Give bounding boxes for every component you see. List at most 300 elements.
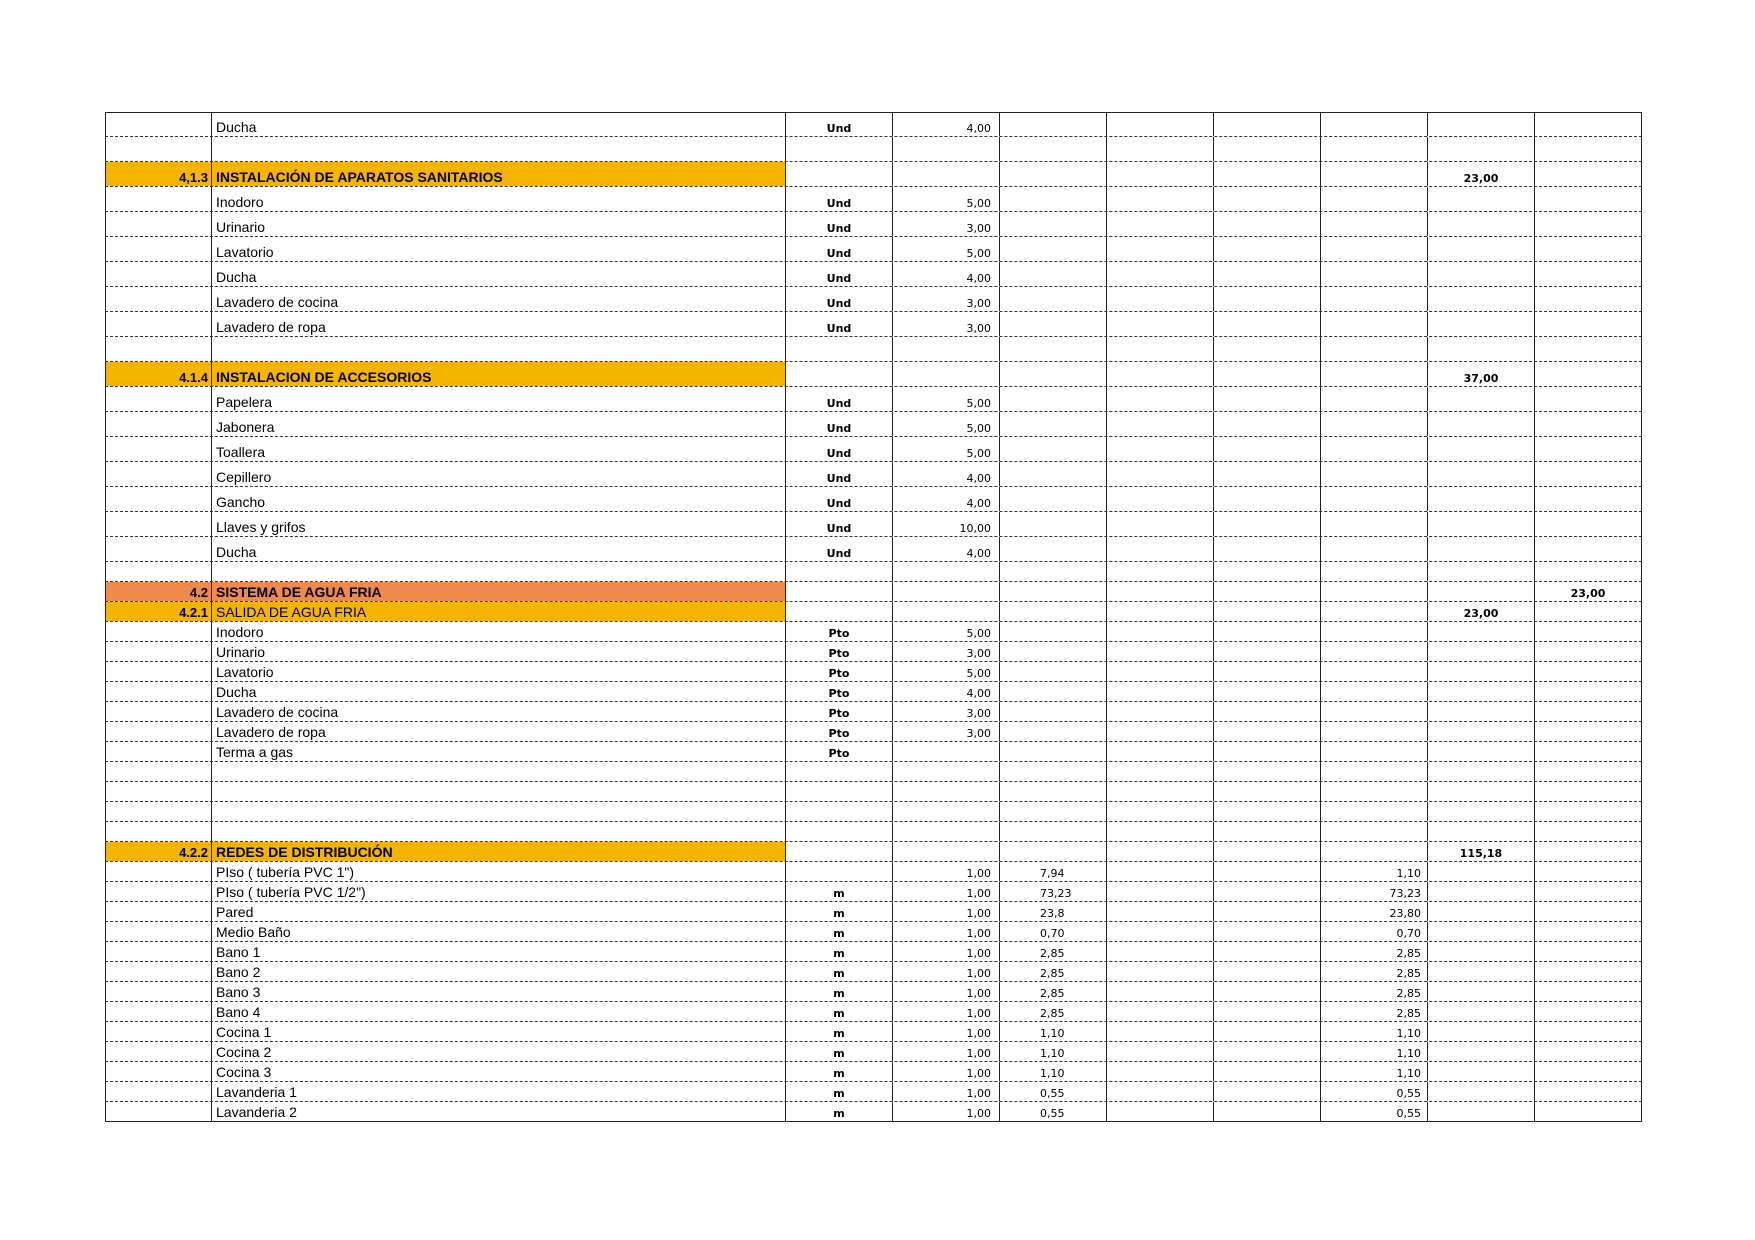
partial-cell[interactable] [1321,702,1428,721]
total-cell[interactable] [1535,237,1642,261]
partial-cell[interactable] [1321,113,1428,136]
unit-cell[interactable]: m [786,1062,893,1081]
height-cell[interactable] [1214,602,1321,621]
quantity-cell[interactable]: 4,00 [893,262,1000,286]
subtotal-cell[interactable] [1428,942,1535,961]
description-cell[interactable]: Cocina 3 [212,1062,786,1081]
length-cell[interactable] [1000,842,1107,861]
item-code-cell[interactable] [105,487,212,511]
unit-cell[interactable]: m [786,922,893,941]
quantity-cell[interactable] [893,762,1000,781]
partial-cell[interactable] [1321,137,1428,161]
length-cell[interactable] [1000,622,1107,641]
width-cell[interactable] [1107,662,1214,681]
unit-cell[interactable]: m [786,902,893,921]
length-cell[interactable] [1000,437,1107,461]
height-cell[interactable] [1214,702,1321,721]
height-cell[interactable] [1214,562,1321,581]
height-cell[interactable] [1214,642,1321,661]
width-cell[interactable] [1107,562,1214,581]
description-cell[interactable]: Ducha [212,113,786,136]
subtotal-cell[interactable] [1428,622,1535,641]
height-cell[interactable] [1214,412,1321,436]
quantity-cell[interactable]: 10,00 [893,512,1000,536]
partial-cell[interactable] [1321,237,1428,261]
partial-cell[interactable] [1321,337,1428,361]
unit-cell[interactable]: Und [786,537,893,561]
subtotal-cell[interactable] [1428,642,1535,661]
unit-cell[interactable]: m [786,942,893,961]
subtotal-cell[interactable] [1428,113,1535,136]
width-cell[interactable] [1107,412,1214,436]
length-cell[interactable]: 2,85 [1000,962,1107,981]
unit-cell[interactable] [786,337,893,361]
quantity-cell[interactable]: 5,00 [893,412,1000,436]
width-cell[interactable] [1107,462,1214,486]
total-cell[interactable] [1535,1062,1642,1081]
item-code-cell[interactable] [105,782,212,801]
partial-cell[interactable]: 1,10 [1321,862,1428,881]
width-cell[interactable] [1107,1102,1214,1121]
total-cell[interactable] [1535,982,1642,1001]
description-cell[interactable]: Cocina 2 [212,1042,786,1061]
length-cell[interactable] [1000,782,1107,801]
length-cell[interactable]: 0,55 [1000,1082,1107,1101]
length-cell[interactable] [1000,642,1107,661]
unit-cell[interactable] [786,362,893,386]
quantity-cell[interactable]: 4,00 [893,113,1000,136]
length-cell[interactable] [1000,312,1107,336]
unit-cell[interactable]: Und [786,412,893,436]
total-cell[interactable] [1535,187,1642,211]
quantity-cell[interactable]: 1,00 [893,862,1000,881]
height-cell[interactable] [1214,387,1321,411]
unit-cell[interactable] [786,562,893,581]
width-cell[interactable] [1107,902,1214,921]
length-cell[interactable] [1000,582,1107,601]
quantity-cell[interactable]: 1,00 [893,942,1000,961]
unit-cell[interactable]: m [786,962,893,981]
quantity-cell[interactable]: 1,00 [893,1062,1000,1081]
height-cell[interactable] [1214,842,1321,861]
subtotal-cell[interactable] [1428,902,1535,921]
total-cell[interactable] [1535,822,1642,841]
partial-cell[interactable]: 73,23 [1321,882,1428,901]
unit-cell[interactable]: Pto [786,662,893,681]
partial-cell[interactable] [1321,682,1428,701]
length-cell[interactable] [1000,212,1107,236]
subtotal-cell[interactable] [1428,387,1535,411]
partial-cell[interactable] [1321,262,1428,286]
item-code-cell[interactable] [105,822,212,841]
length-cell[interactable]: 1,10 [1000,1022,1107,1041]
total-cell[interactable] [1535,337,1642,361]
height-cell[interactable] [1214,662,1321,681]
subtotal-cell[interactable] [1428,487,1535,511]
description-cell[interactable]: Urinario [212,642,786,661]
width-cell[interactable] [1107,782,1214,801]
height-cell[interactable] [1214,237,1321,261]
subtotal-cell[interactable] [1428,722,1535,741]
partial-cell[interactable] [1321,187,1428,211]
height-cell[interactable] [1214,622,1321,641]
description-cell[interactable]: Ducha [212,682,786,701]
height-cell[interactable] [1214,982,1321,1001]
total-cell[interactable] [1535,137,1642,161]
item-code-cell[interactable] [105,462,212,486]
subtotal-cell[interactable] [1428,782,1535,801]
partial-cell[interactable]: 2,85 [1321,982,1428,1001]
unit-cell[interactable]: m [786,982,893,1001]
item-code-cell[interactable] [105,1002,212,1021]
height-cell[interactable] [1214,287,1321,311]
subtotal-cell[interactable] [1428,237,1535,261]
length-cell[interactable] [1000,562,1107,581]
description-cell[interactable]: Lavadero de cocina [212,702,786,721]
total-cell[interactable] [1535,162,1642,186]
total-cell[interactable] [1535,902,1642,921]
width-cell[interactable] [1107,722,1214,741]
total-cell[interactable] [1535,662,1642,681]
unit-cell[interactable]: Und [786,262,893,286]
total-cell[interactable] [1535,682,1642,701]
width-cell[interactable] [1107,762,1214,781]
partial-cell[interactable] [1321,822,1428,841]
quantity-cell[interactable] [893,842,1000,861]
subtotal-cell[interactable] [1428,212,1535,236]
total-cell[interactable] [1535,1002,1642,1021]
description-cell[interactable]: Terma a gas [212,742,786,761]
subtotal-cell[interactable] [1428,412,1535,436]
partial-cell[interactable]: 2,85 [1321,942,1428,961]
partial-cell[interactable] [1321,582,1428,601]
unit-cell[interactable]: m [786,1022,893,1041]
width-cell[interactable] [1107,212,1214,236]
total-cell[interactable] [1535,622,1642,641]
item-code-cell[interactable] [105,922,212,941]
width-cell[interactable] [1107,1002,1214,1021]
quantity-cell[interactable] [893,362,1000,386]
height-cell[interactable] [1214,262,1321,286]
partial-cell[interactable] [1321,287,1428,311]
quantity-cell[interactable]: 4,00 [893,682,1000,701]
total-cell[interactable] [1535,113,1642,136]
description-cell[interactable] [212,562,786,581]
width-cell[interactable] [1107,882,1214,901]
height-cell[interactable] [1214,362,1321,386]
item-code-cell[interactable] [105,882,212,901]
total-cell[interactable] [1535,387,1642,411]
quantity-cell[interactable]: 4,00 [893,487,1000,511]
subtotal-cell[interactable] [1428,137,1535,161]
subtotal-cell[interactable] [1428,682,1535,701]
unit-cell[interactable]: m [786,1042,893,1061]
total-cell[interactable] [1535,702,1642,721]
partial-cell[interactable]: 0,70 [1321,922,1428,941]
length-cell[interactable]: 73,23 [1000,882,1107,901]
description-cell[interactable]: Lavadero de cocina [212,287,786,311]
total-cell[interactable] [1535,642,1642,661]
subtotal-cell[interactable]: 37,00 [1428,362,1535,386]
length-cell[interactable] [1000,412,1107,436]
item-code-cell[interactable] [105,1062,212,1081]
total-cell[interactable] [1535,1082,1642,1101]
length-cell[interactable] [1000,262,1107,286]
description-cell[interactable]: Ducha [212,262,786,286]
description-cell[interactable]: SISTEMA DE AGUA FRIA [212,582,786,601]
quantity-cell[interactable]: 3,00 [893,312,1000,336]
unit-cell[interactable]: Und [786,487,893,511]
quantity-cell[interactable]: 5,00 [893,662,1000,681]
width-cell[interactable] [1107,682,1214,701]
partial-cell[interactable] [1321,762,1428,781]
unit-cell[interactable]: Und [786,187,893,211]
total-cell[interactable] [1535,1042,1642,1061]
unit-cell[interactable]: m [786,1102,893,1121]
quantity-cell[interactable]: 3,00 [893,702,1000,721]
item-code-cell[interactable] [105,682,212,701]
length-cell[interactable] [1000,512,1107,536]
total-cell[interactable] [1535,722,1642,741]
partial-cell[interactable]: 2,85 [1321,1002,1428,1021]
item-code-cell[interactable] [105,702,212,721]
length-cell[interactable] [1000,237,1107,261]
width-cell[interactable] [1107,802,1214,821]
width-cell[interactable] [1107,237,1214,261]
unit-cell[interactable]: Pto [786,722,893,741]
partial-cell[interactable] [1321,412,1428,436]
length-cell[interactable] [1000,287,1107,311]
description-cell[interactable]: INSTALACION DE ACCESORIOS [212,362,786,386]
width-cell[interactable] [1107,437,1214,461]
description-cell[interactable]: Pared [212,902,786,921]
subtotal-cell[interactable] [1428,287,1535,311]
partial-cell[interactable] [1321,387,1428,411]
subtotal-cell[interactable] [1428,582,1535,601]
height-cell[interactable] [1214,822,1321,841]
partial-cell[interactable] [1321,782,1428,801]
length-cell[interactable]: 0,55 [1000,1102,1107,1121]
height-cell[interactable] [1214,742,1321,761]
length-cell[interactable] [1000,762,1107,781]
partial-cell[interactable]: 2,85 [1321,962,1428,981]
height-cell[interactable] [1214,1102,1321,1121]
item-code-cell[interactable] [105,642,212,661]
subtotal-cell[interactable] [1428,262,1535,286]
width-cell[interactable] [1107,537,1214,561]
total-cell[interactable] [1535,742,1642,761]
partial-cell[interactable] [1321,662,1428,681]
item-code-cell[interactable] [105,187,212,211]
height-cell[interactable] [1214,762,1321,781]
description-cell[interactable]: Gancho [212,487,786,511]
quantity-cell[interactable]: 3,00 [893,287,1000,311]
quantity-cell[interactable]: 1,00 [893,882,1000,901]
item-code-cell[interactable] [105,902,212,921]
unit-cell[interactable] [786,762,893,781]
width-cell[interactable] [1107,113,1214,136]
description-cell[interactable]: Llaves y grifos [212,512,786,536]
description-cell[interactable]: Papelera [212,387,786,411]
quantity-cell[interactable]: 1,00 [893,962,1000,981]
height-cell[interactable] [1214,1042,1321,1061]
height-cell[interactable] [1214,162,1321,186]
quantity-cell[interactable]: 4,00 [893,537,1000,561]
partial-cell[interactable]: 0,55 [1321,1102,1428,1121]
height-cell[interactable] [1214,512,1321,536]
quantity-cell[interactable] [893,337,1000,361]
subtotal-cell[interactable] [1428,537,1535,561]
length-cell[interactable] [1000,822,1107,841]
unit-cell[interactable]: Und [786,237,893,261]
partial-cell[interactable] [1321,537,1428,561]
item-code-cell[interactable] [105,982,212,1001]
subtotal-cell[interactable] [1428,312,1535,336]
width-cell[interactable] [1107,842,1214,861]
description-cell[interactable]: Lavatorio [212,237,786,261]
unit-cell[interactable]: m [786,1002,893,1021]
height-cell[interactable] [1214,487,1321,511]
unit-cell[interactable] [786,782,893,801]
height-cell[interactable] [1214,437,1321,461]
height-cell[interactable] [1214,962,1321,981]
item-code-cell[interactable] [105,1102,212,1121]
length-cell[interactable]: 7,94 [1000,862,1107,881]
length-cell[interactable]: 0,70 [1000,922,1107,941]
item-code-cell[interactable] [105,962,212,981]
description-cell[interactable]: Toallera [212,437,786,461]
description-cell[interactable]: PIso ( tubería PVC 1/2") [212,882,786,901]
height-cell[interactable] [1214,802,1321,821]
width-cell[interactable] [1107,862,1214,881]
height-cell[interactable] [1214,212,1321,236]
height-cell[interactable] [1214,942,1321,961]
quantity-cell[interactable]: 5,00 [893,387,1000,411]
subtotal-cell[interactable] [1428,702,1535,721]
partial-cell[interactable] [1321,437,1428,461]
subtotal-cell[interactable] [1428,882,1535,901]
height-cell[interactable] [1214,1022,1321,1041]
quantity-cell[interactable] [893,822,1000,841]
subtotal-cell[interactable] [1428,762,1535,781]
partial-cell[interactable] [1321,562,1428,581]
partial-cell[interactable] [1321,642,1428,661]
length-cell[interactable]: 1,10 [1000,1062,1107,1081]
length-cell[interactable]: 1,10 [1000,1042,1107,1061]
height-cell[interactable] [1214,922,1321,941]
subtotal-cell[interactable] [1428,982,1535,1001]
width-cell[interactable] [1107,1042,1214,1061]
quantity-cell[interactable] [893,582,1000,601]
width-cell[interactable] [1107,922,1214,941]
height-cell[interactable] [1214,113,1321,136]
partial-cell[interactable] [1321,162,1428,186]
length-cell[interactable] [1000,137,1107,161]
height-cell[interactable] [1214,1062,1321,1081]
quantity-cell[interactable]: 1,00 [893,902,1000,921]
description-cell[interactable]: Lavadero de ropa [212,722,786,741]
item-code-cell[interactable]: 4,1.3 [105,162,212,186]
item-code-cell[interactable] [105,113,212,136]
partial-cell[interactable] [1321,742,1428,761]
subtotal-cell[interactable] [1428,462,1535,486]
length-cell[interactable]: 2,85 [1000,982,1107,1001]
description-cell[interactable]: Bano 4 [212,1002,786,1021]
partial-cell[interactable]: 0,55 [1321,1082,1428,1101]
item-code-cell[interactable] [105,862,212,881]
width-cell[interactable] [1107,262,1214,286]
subtotal-cell[interactable] [1428,962,1535,981]
quantity-cell[interactable]: 1,00 [893,1102,1000,1121]
description-cell[interactable]: Ducha [212,537,786,561]
total-cell[interactable] [1535,287,1642,311]
subtotal-cell[interactable] [1428,1042,1535,1061]
item-code-cell[interactable] [105,722,212,741]
unit-cell[interactable]: Und [786,312,893,336]
description-cell[interactable]: Lavanderia 2 [212,1102,786,1121]
partial-cell[interactable] [1321,722,1428,741]
width-cell[interactable] [1107,942,1214,961]
subtotal-cell[interactable] [1428,1082,1535,1101]
item-code-cell[interactable] [105,742,212,761]
length-cell[interactable] [1000,602,1107,621]
width-cell[interactable] [1107,1022,1214,1041]
partial-cell[interactable] [1321,802,1428,821]
description-cell[interactable] [212,782,786,801]
width-cell[interactable] [1107,702,1214,721]
partial-cell[interactable] [1321,602,1428,621]
subtotal-cell[interactable] [1428,1002,1535,1021]
width-cell[interactable] [1107,982,1214,1001]
unit-cell[interactable] [786,602,893,621]
total-cell[interactable] [1535,1022,1642,1041]
subtotal-cell[interactable] [1428,862,1535,881]
width-cell[interactable] [1107,822,1214,841]
description-cell[interactable]: SALIDA DE AGUA FRIA [212,602,786,621]
item-code-cell[interactable] [105,237,212,261]
partial-cell[interactable] [1321,842,1428,861]
length-cell[interactable]: 2,85 [1000,1002,1107,1021]
width-cell[interactable] [1107,287,1214,311]
quantity-cell[interactable] [893,162,1000,186]
item-code-cell[interactable] [105,312,212,336]
partial-cell[interactable] [1321,312,1428,336]
total-cell[interactable] [1535,412,1642,436]
total-cell[interactable] [1535,437,1642,461]
length-cell[interactable] [1000,337,1107,361]
length-cell[interactable] [1000,387,1107,411]
width-cell[interactable] [1107,387,1214,411]
length-cell[interactable] [1000,113,1107,136]
unit-cell[interactable] [786,802,893,821]
quantity-cell[interactable]: 1,00 [893,922,1000,941]
item-code-cell[interactable] [105,537,212,561]
length-cell[interactable]: 23,8 [1000,902,1107,921]
item-code-cell[interactable] [105,137,212,161]
description-cell[interactable]: Bano 1 [212,942,786,961]
item-code-cell[interactable] [105,212,212,236]
width-cell[interactable] [1107,362,1214,386]
length-cell[interactable] [1000,682,1107,701]
total-cell[interactable] [1535,802,1642,821]
length-cell[interactable] [1000,462,1107,486]
total-cell[interactable] [1535,512,1642,536]
unit-cell[interactable]: Pto [786,642,893,661]
quantity-cell[interactable]: 1,00 [893,1022,1000,1041]
unit-cell[interactable] [786,137,893,161]
length-cell[interactable] [1000,362,1107,386]
description-cell[interactable]: PIso ( tubería PVC 1") [212,862,786,881]
